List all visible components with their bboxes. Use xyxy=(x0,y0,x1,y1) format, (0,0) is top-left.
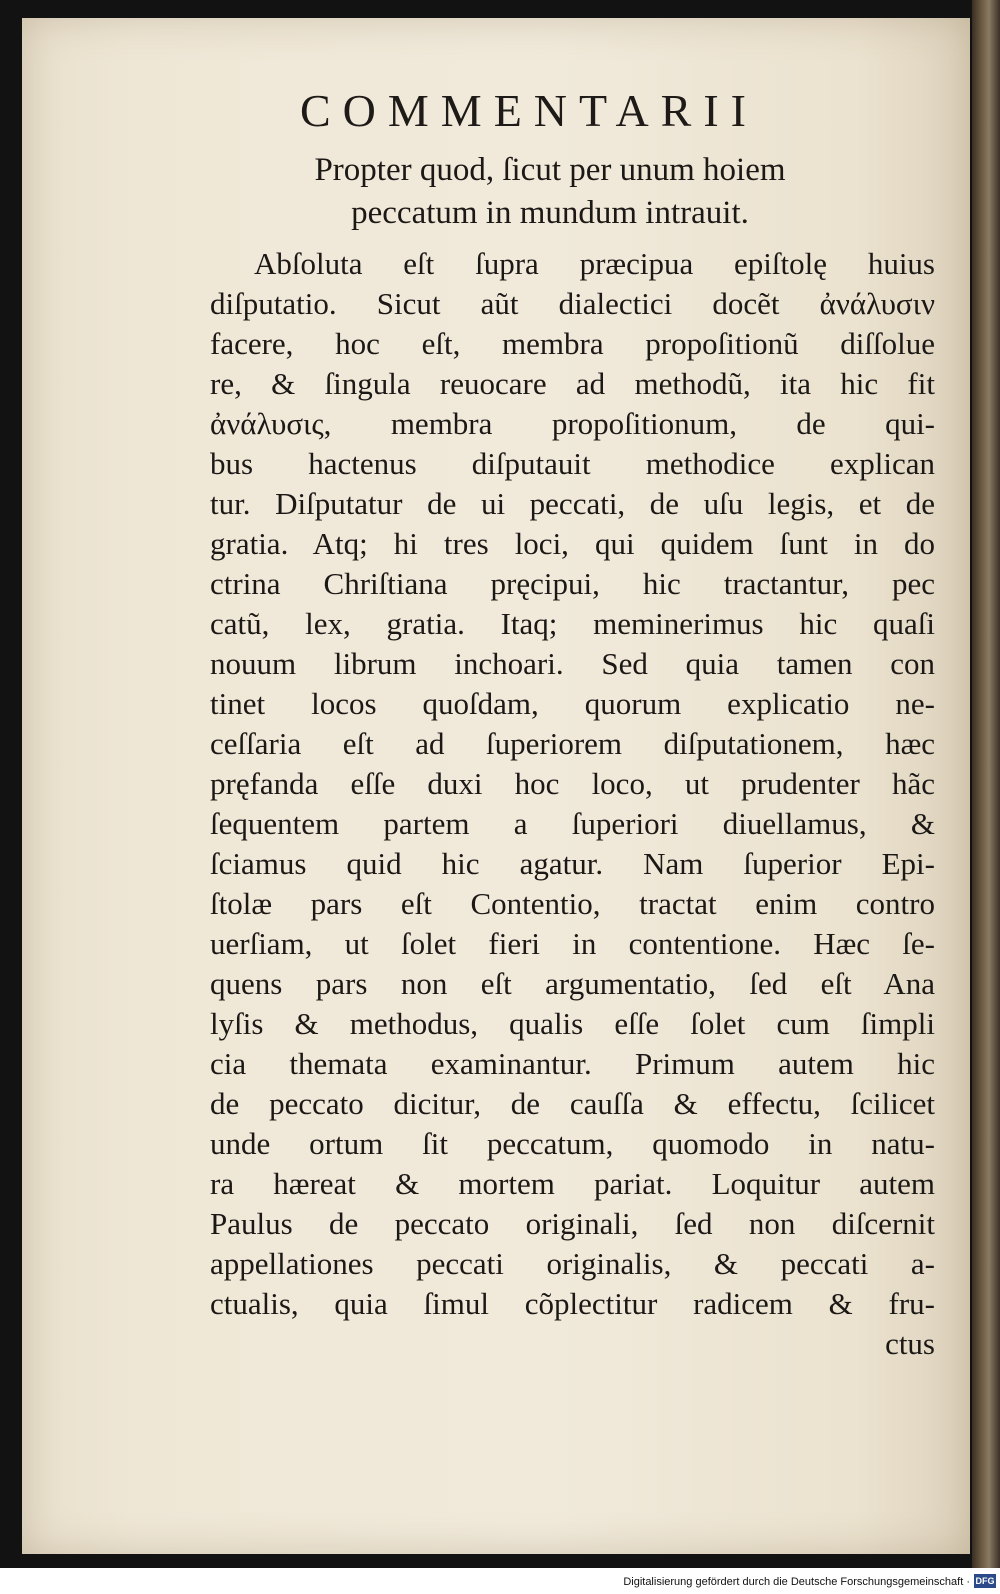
body-line: diſputatio. Sicut aũt dialectici docẽt ἀνάλυσιν xyxy=(210,286,935,321)
body-line: Paulus de peccato originali, ſed non diſcernit xyxy=(210,1206,935,1241)
body-line: lyſis & methodus, qualis eſſe ſolet cum ſimpli xyxy=(210,1006,935,1041)
body-line: cia themata examinantur. Primum autem hic xyxy=(210,1046,935,1081)
body-line: uerſiam, ut ſolet fieri in contentione. Hæc ſe- xyxy=(210,926,935,961)
body-line: ceſſaria eſt ad ſuperiorem diſputationem, hæc xyxy=(210,726,935,761)
body-line: ctrina Chriſtiana pręcipui, hic tractantur, pec xyxy=(210,566,935,601)
body-line: ſequentem partem a ſuperiori diuellamus, & xyxy=(210,806,935,841)
body-line: tinet locos quoſdam, quorum explicatio ne- xyxy=(210,686,935,721)
body-line: quens pars non eſt argumentatio, ſed eſt Ana xyxy=(210,966,935,1001)
body-line: re, & ſingula reuocare ad methodũ, ita hic fit xyxy=(210,366,935,401)
body-line: nouum librum inchoari. Sed quia tamen con xyxy=(210,646,935,681)
body-line: ἀνάλυσις, membra propoſitionum, de qui- xyxy=(210,406,935,441)
body-line: unde ortum ſit peccatum, quomodo in natu- xyxy=(210,1126,935,1161)
body-line: gratia. Atq; hi tres loci, qui quidem ſunt in do xyxy=(210,526,935,561)
section-heading-line-1: Propter quod, ſicut per unum hoiem xyxy=(314,152,786,188)
running-head: COMMENTARII xyxy=(300,85,758,136)
body-line: pręfanda eſſe duxi hoc loco, ut prudenter hãc xyxy=(210,766,935,801)
body-line: bus hactenus diſputauit methodice explican xyxy=(210,446,935,481)
catchword: ctus xyxy=(885,1326,935,1361)
dfg-logo: DFG xyxy=(975,1576,995,1586)
body-text xyxy=(210,244,935,1364)
body-line: de peccato dicitur, de cauſſa & effectu, ſcilicet xyxy=(210,1086,935,1121)
body-line: facere, hoc eſt, membra propoſitionũ diſſolue xyxy=(210,326,935,361)
book-fore-edge xyxy=(972,0,1000,1568)
body-line: ctualis, quia ſimul cõplectitur radicem & fru- xyxy=(210,1286,935,1321)
body-line: catũ, lex, gratia. Itaq; meminerimus hic quaſi xyxy=(210,606,935,641)
body-line: Abſoluta eſt ſupra præcipua epiſtolę huius xyxy=(254,246,935,281)
body-line: ſtolæ pars eſt Contentio, tractat enim contro xyxy=(210,886,935,921)
body-line: ra hæreat & mortem pariat. Loquitur autem xyxy=(210,1166,935,1201)
body-line: appellationes peccati originalis, & peccati a- xyxy=(210,1246,935,1281)
digitization-credit: Digitalisierung gefördert durch die Deutsche Forschungsgemeinschaft · xyxy=(623,1576,970,1588)
section-heading-line-2: peccatum in mundum intrauit. xyxy=(351,195,749,231)
body-line: ſciamus quid hic agatur. Nam ſuperior Epi- xyxy=(210,846,935,881)
body-line: tur. Diſputatur de ui peccati, de uſu legis, et de xyxy=(210,486,935,521)
